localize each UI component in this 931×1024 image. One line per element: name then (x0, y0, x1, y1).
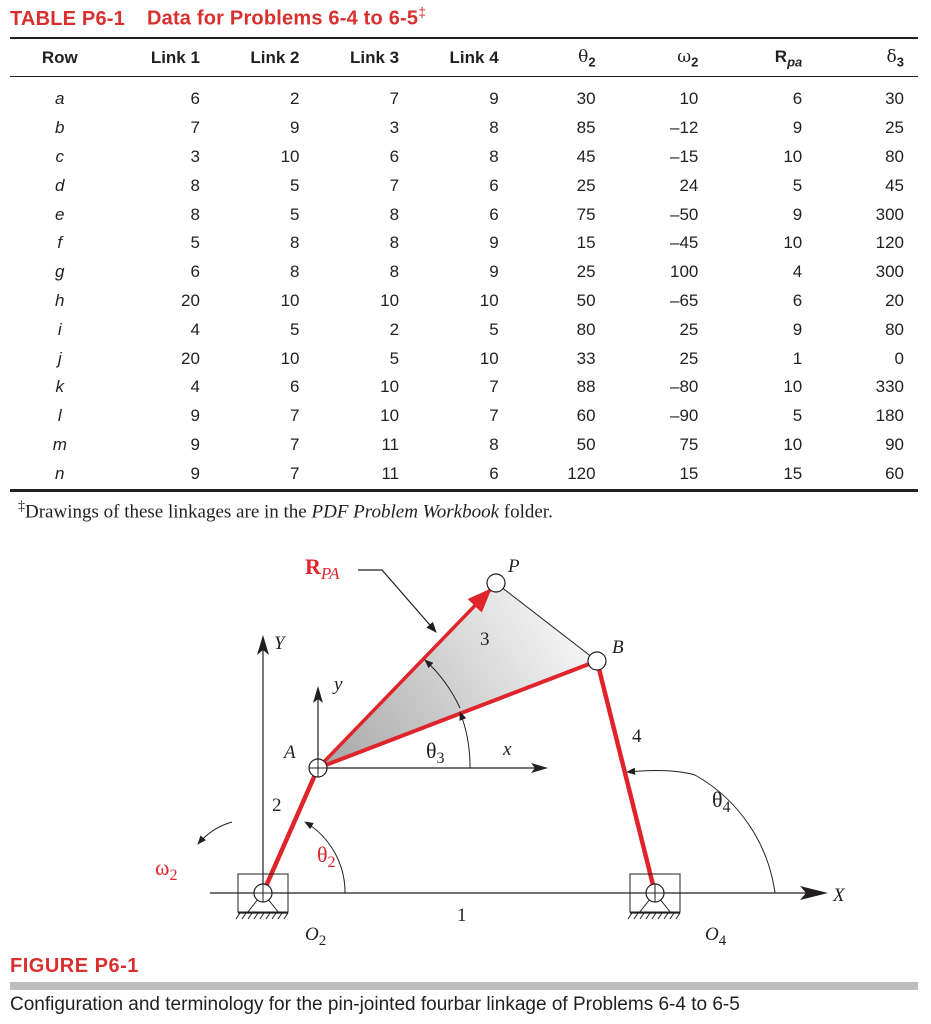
column-header-4 (306, 41, 406, 75)
point-p-label: P (508, 556, 520, 577)
link-4-label: 4 (632, 726, 642, 747)
table-row (10, 402, 918, 431)
table-cell: –12 (670, 118, 699, 138)
table-cell: 30 (885, 89, 904, 109)
table-cell: 8 (190, 204, 200, 224)
table-cell: 300 (875, 204, 904, 224)
table-row (10, 315, 918, 344)
table-cell: 5 (190, 233, 200, 253)
table-row (10, 431, 918, 460)
table-cell: 9 (190, 406, 200, 426)
row-label: l (57, 406, 62, 426)
table-cell: 75 (679, 434, 699, 454)
table-header-rule (10, 76, 918, 77)
table-cell: 6 (190, 89, 200, 109)
table-title (10, 4, 426, 31)
table-footnote (18, 499, 553, 523)
table-caption: Data for Problems 6-4 to 6-5 (146, 7, 419, 30)
column-header-text: δ (886, 46, 897, 67)
ground-pivot-o2 (236, 874, 288, 919)
table-cell: 0 (894, 348, 904, 368)
table-cell: 9 (190, 463, 200, 483)
table-cell: 8 (489, 118, 499, 138)
table-cell: 20 (885, 290, 904, 310)
table-cell: 3 (190, 146, 200, 166)
table-row (10, 373, 918, 402)
table-cell: 10 (679, 89, 699, 109)
column-header-text: Link 3 (349, 48, 400, 67)
column-header-9 (816, 41, 918, 75)
row-label: f (57, 233, 63, 253)
table-cell: 9 (190, 434, 200, 454)
table-cell: 2 (389, 319, 400, 339)
table-cell: 80 (576, 319, 596, 339)
table-cell: 4 (792, 262, 803, 282)
table-cell: 120 (567, 463, 596, 483)
table-cell: 80 (885, 319, 904, 339)
table-cell: 8 (489, 146, 499, 166)
row-label: i (57, 319, 62, 339)
table-cell: 5 (290, 204, 300, 224)
x-axis-label: X (833, 885, 845, 906)
table-id: TABLE P6-1 (10, 7, 125, 30)
table-cell: 10 (380, 377, 400, 397)
table-title-mark: ‡ (418, 4, 427, 20)
column-header-text: Link 4 (449, 48, 499, 67)
o4-label: $O_4$ (705, 924, 727, 949)
table-cell: 9 (290, 118, 300, 138)
table-cell: 9 (489, 262, 499, 282)
point-a-label: A (284, 742, 296, 763)
table-row (10, 229, 918, 258)
table-cell: 6 (290, 377, 300, 397)
table-cell: 7 (489, 406, 499, 426)
row-label: a (55, 89, 65, 109)
table-cell: 6 (792, 290, 803, 310)
table-cell: 10 (479, 290, 499, 310)
link-2-label: 2 (272, 795, 282, 816)
local-x-label: x (503, 739, 512, 760)
column-header-8 (712, 41, 816, 75)
table-cell: 88 (576, 377, 596, 397)
table-cell: 7 (389, 89, 400, 109)
point-b-label: B (612, 637, 624, 658)
table-cell: 4 (190, 377, 200, 397)
theta4-label: $\theta_4$ (712, 787, 731, 816)
table-header-row (10, 41, 918, 75)
link-4-line (597, 661, 655, 893)
column-header-text: θ (578, 46, 589, 67)
theta2-label: $\theta_2$ (317, 842, 336, 871)
table-row (10, 143, 918, 172)
row-label: k (55, 377, 65, 397)
table-cell: –65 (670, 290, 699, 310)
row-label: e (55, 204, 65, 224)
table-cell: 45 (576, 146, 596, 166)
table-cell: 25 (576, 262, 596, 282)
table-cell: 9 (489, 233, 499, 253)
table-cell: 6 (489, 463, 499, 483)
local-y-label: y (334, 674, 343, 695)
table-cell: 50 (576, 434, 596, 454)
table-cell: 9 (792, 204, 803, 224)
table-cell: 8 (489, 434, 499, 454)
table-cell: –80 (670, 377, 699, 397)
table-cell: 8 (389, 204, 400, 224)
table-cell: 30 (576, 89, 596, 109)
table-cell: 120 (875, 233, 904, 253)
table-cell: 5 (290, 175, 300, 195)
table-cell: 9 (792, 319, 803, 339)
table-cell: –90 (670, 406, 699, 426)
table-cell: 10 (380, 290, 400, 310)
row-label: b (55, 118, 65, 138)
table-cell: 15 (783, 463, 803, 483)
o2-label: $O_2$ (305, 924, 327, 949)
omega2-arc (198, 822, 232, 844)
table-cell: 8 (290, 262, 300, 282)
table-row (10, 75, 918, 114)
column-header-2 (110, 41, 206, 75)
table-cell: 60 (885, 463, 904, 483)
table-top-rule (10, 37, 918, 39)
theta3-label: $\theta_3$ (426, 738, 445, 767)
table-cell: 2 (290, 89, 300, 109)
table-cell: 45 (885, 175, 904, 195)
row-label: m (52, 434, 67, 454)
column-header-5 (405, 41, 505, 75)
table-cell: 180 (875, 406, 904, 426)
table-row (10, 344, 918, 373)
row-label: h (55, 290, 65, 310)
table-cell: 1 (792, 348, 803, 368)
table-cell: 20 (181, 348, 200, 368)
table-cell: 7 (290, 406, 300, 426)
table-cell: 10 (783, 146, 803, 166)
omega2-label: $\omega_2$ (155, 855, 178, 884)
table-cell: 9 (792, 118, 803, 138)
column-header-text: Link 1 (150, 48, 200, 67)
table-cell: 5 (792, 175, 803, 195)
table-cell: 7 (489, 377, 499, 397)
column-header-text: Link 2 (250, 48, 300, 67)
row-label: d (55, 175, 65, 195)
table-cell: 25 (885, 118, 904, 138)
table-cell: 15 (679, 463, 699, 483)
table-cell: 100 (670, 262, 699, 282)
table-row (10, 459, 918, 488)
table-cell: 75 (576, 204, 596, 224)
table-cell: 5 (489, 319, 499, 339)
table-cell: 80 (885, 146, 904, 166)
column-header-6 (505, 41, 610, 75)
table-cell: 330 (875, 377, 904, 397)
table-cell: 6 (389, 146, 400, 166)
table-cell: 15 (576, 233, 596, 253)
table-cell: 85 (576, 118, 596, 138)
table-cell: 3 (389, 118, 400, 138)
footnote-italic: PDF Problem Workbook (311, 501, 500, 523)
column-header-subscript: pa (787, 54, 803, 70)
point-p (487, 574, 505, 592)
link-1-label: 1 (457, 905, 467, 926)
table-row (10, 200, 918, 229)
table-cell: 7 (290, 434, 300, 454)
table-row (10, 287, 918, 316)
footnote-mark: ‡ (18, 499, 25, 514)
table-cell: 20 (181, 290, 200, 310)
table-cell: 33 (576, 348, 596, 368)
table-row (10, 171, 918, 200)
table-cell: 7 (389, 175, 400, 195)
table-cell: 4 (190, 319, 200, 339)
table-cell: 10 (783, 233, 803, 253)
figure-label: FIGURE P6-1 (10, 955, 139, 977)
column-header-text: ω (677, 46, 692, 67)
table-cell: –45 (670, 233, 699, 253)
table-cell: 10 (783, 434, 803, 454)
table-cell: 60 (576, 406, 596, 426)
table-cell: 6 (190, 262, 200, 282)
table-cell: 25 (679, 319, 699, 339)
table-cell: 24 (679, 175, 699, 195)
table-cell: 25 (679, 348, 699, 368)
column-header-7 (610, 41, 713, 75)
table-cell: 5 (290, 319, 300, 339)
footnote-text-before: Drawings of these linkages are in the (25, 501, 312, 523)
table-cell: 10 (479, 348, 499, 368)
data-table (10, 41, 918, 488)
y-axis-label: Y (274, 633, 285, 654)
row-label: j (57, 348, 62, 368)
column-header-subscript: 2 (691, 54, 699, 70)
table-cell: 25 (576, 175, 596, 195)
table-cell: 6 (489, 175, 499, 195)
table-cell: 5 (389, 348, 400, 368)
figure-caption: Configuration and terminology for the pin-jointed fourbar linkage of Problems 6-4 to 6-5 (10, 994, 740, 1015)
column-header-subscript: 2 (588, 54, 596, 70)
table-cell: 8 (389, 262, 400, 282)
table-cell: 8 (290, 233, 300, 253)
column-header-subscript: 3 (896, 54, 904, 70)
table-cell: 10 (280, 290, 300, 310)
column-header-text: Row (41, 48, 78, 67)
table-cell: 8 (190, 175, 200, 195)
table-cell: 11 (381, 434, 400, 454)
table-cell: 6 (792, 89, 803, 109)
footnote-text-after: folder. (499, 501, 553, 523)
table-cell: 10 (280, 146, 300, 166)
table-cell: 300 (875, 262, 904, 282)
table-cell: 11 (381, 463, 400, 483)
table-cell: 90 (885, 434, 904, 454)
table-cell: 10 (783, 377, 803, 397)
row-label: c (55, 146, 65, 166)
column-header-text: R (774, 46, 788, 66)
rpa-label: $R_{PA}$ (305, 554, 340, 583)
table-cell: 50 (576, 290, 596, 310)
link-3-label: 3 (480, 629, 490, 650)
table-cell: 6 (489, 204, 499, 224)
table-cell: 10 (380, 406, 400, 426)
table-cell: 8 (389, 233, 400, 253)
table-row (10, 114, 918, 143)
table-cell: 7 (190, 118, 200, 138)
fourbar-linkage-figure (0, 530, 931, 950)
pin-b (588, 652, 606, 670)
pin-a (309, 759, 327, 777)
table-bottom-rule (10, 489, 918, 492)
rpa-leader (358, 570, 436, 632)
table-cell: –15 (670, 146, 699, 166)
row-label: g (55, 262, 65, 282)
table-cell: 5 (792, 406, 803, 426)
figure-caption-bar (10, 982, 918, 990)
table-cell: 7 (290, 463, 300, 483)
theta3-arc (460, 712, 470, 768)
table-cell: –50 (670, 204, 699, 224)
table-cell: 10 (280, 348, 300, 368)
table-cell: 9 (489, 89, 499, 109)
table-body (10, 75, 918, 488)
row-label: n (55, 463, 65, 483)
column-header-1 (10, 41, 110, 75)
column-header-3 (206, 41, 306, 75)
table-row (10, 258, 918, 287)
